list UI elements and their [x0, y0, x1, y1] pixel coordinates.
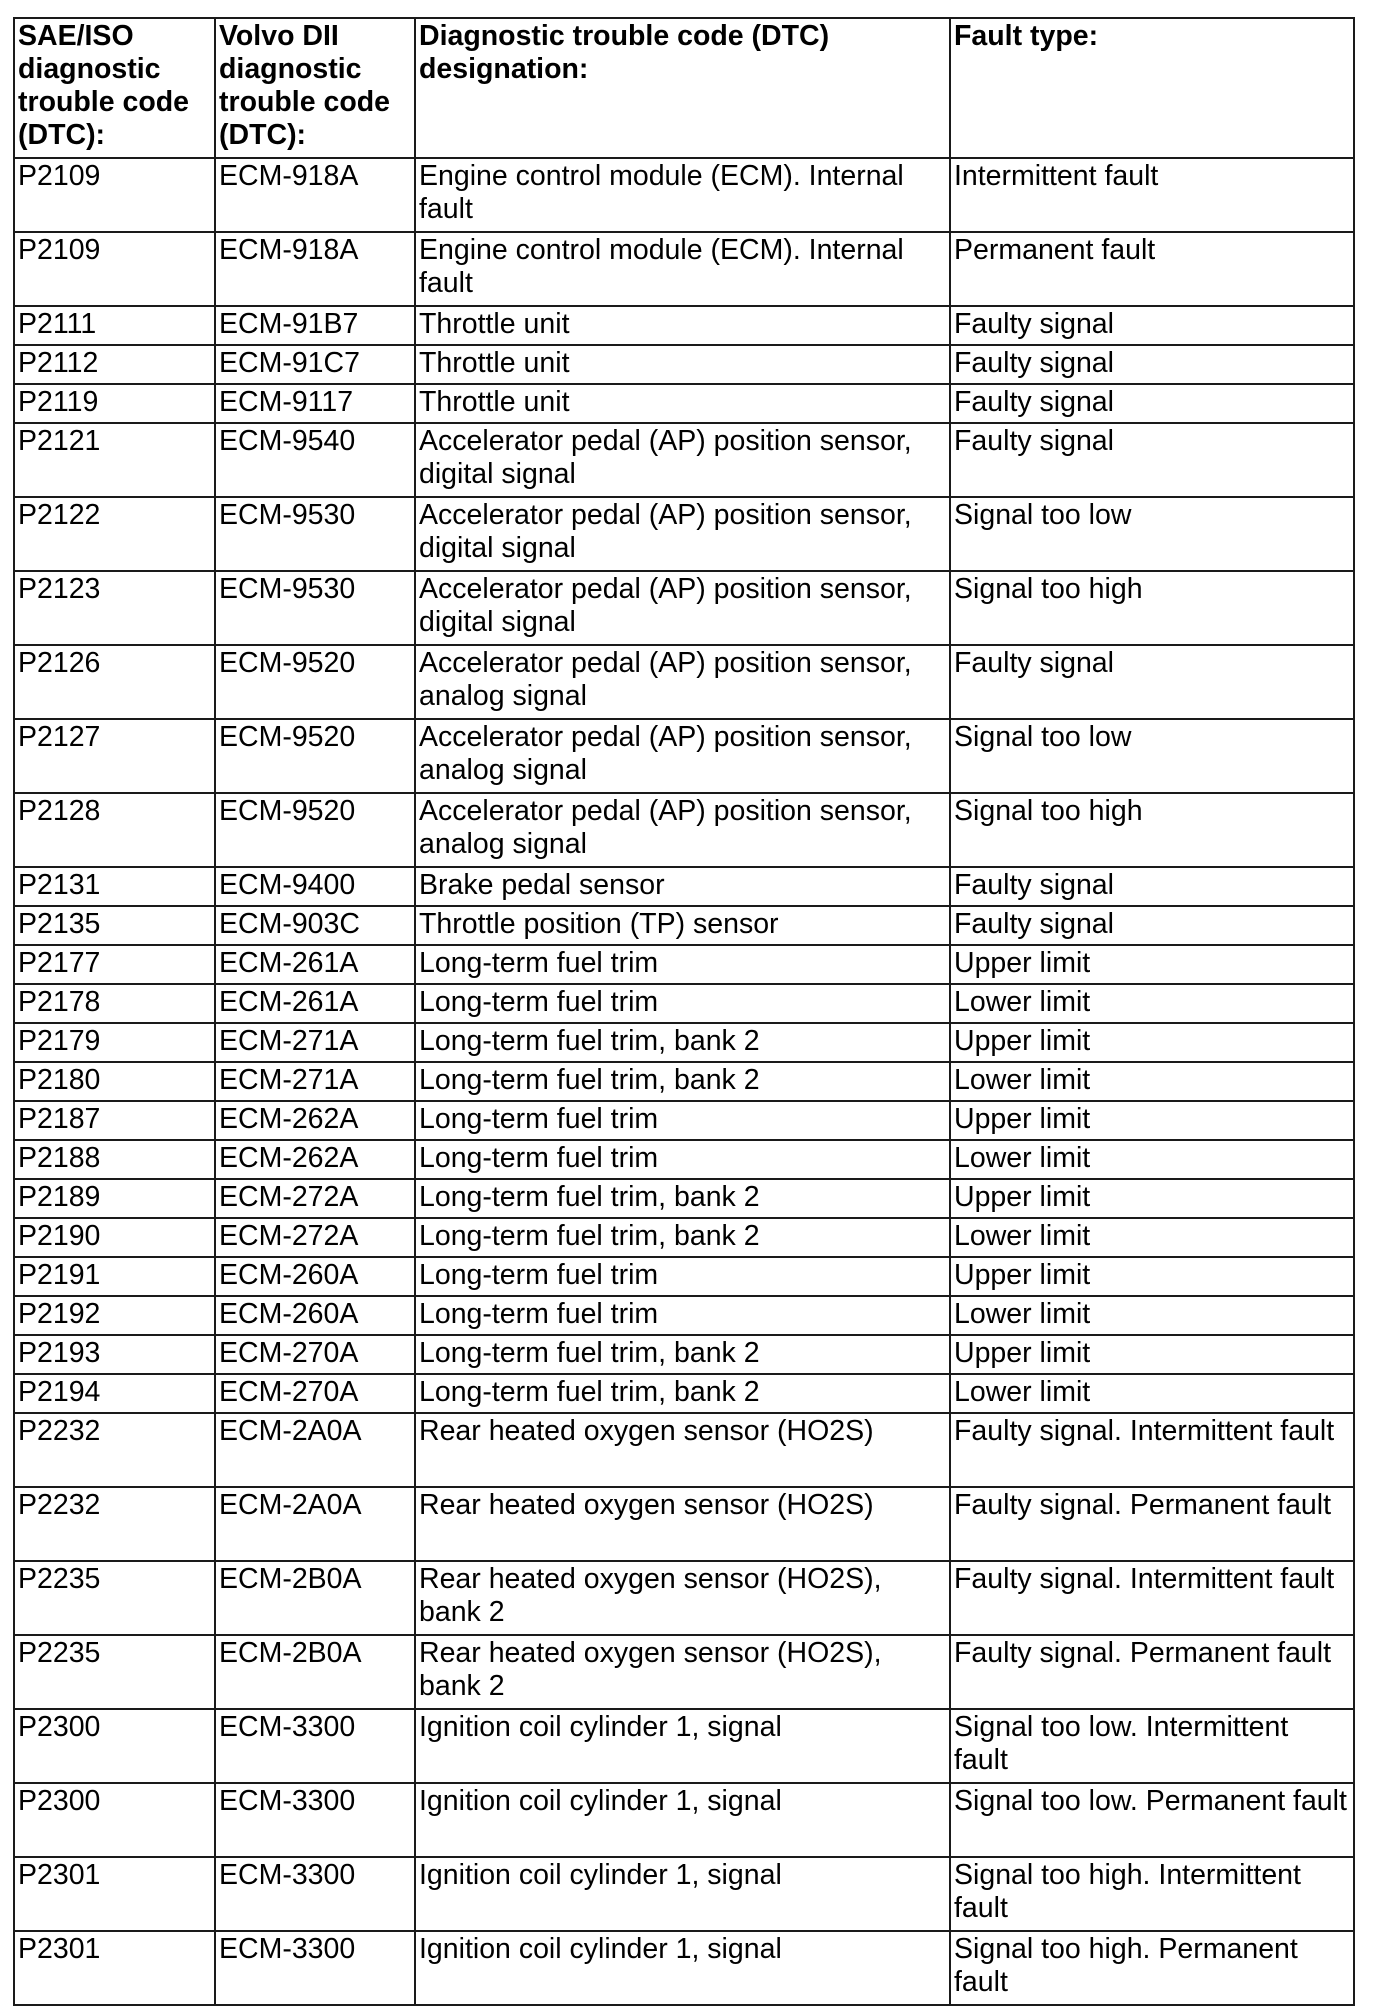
cell-fault-type: Faulty signal — [950, 384, 1354, 423]
table-body — [14, 158, 1354, 2005]
header-volvo-dii-dtc: Volvo DII diagnostic trouble code (DTC): — [215, 18, 415, 158]
table-row — [14, 1062, 1354, 1101]
cell-fault-type: Upper limit — [950, 1335, 1354, 1374]
cell-volvo-dii-code: ECM-91C7 — [215, 345, 415, 384]
cell-volvo-dii-code: ECM-3300 — [215, 1857, 415, 1931]
cell-sae-iso-code: P2191 — [14, 1257, 215, 1296]
cell-volvo-dii-code: ECM-9117 — [215, 384, 415, 423]
cell-fault-type: Upper limit — [950, 1257, 1354, 1296]
table-row — [14, 1296, 1354, 1335]
cell-designation: Accelerator pedal (AP) position sensor, analog signal — [415, 719, 950, 793]
cell-volvo-dii-code: ECM-2A0A — [215, 1413, 415, 1487]
table-row — [14, 867, 1354, 906]
cell-designation: Ignition coil cylinder 1, signal — [415, 1931, 950, 2005]
table-row — [14, 384, 1354, 423]
cell-designation: Rear heated oxygen sensor (HO2S), bank 2 — [415, 1635, 950, 1709]
cell-fault-type: Faulty signal — [950, 423, 1354, 497]
cell-sae-iso-code: P2192 — [14, 1296, 215, 1335]
table-row — [14, 906, 1354, 945]
table-row — [14, 1487, 1354, 1561]
cell-volvo-dii-code: ECM-271A — [215, 1062, 415, 1101]
cell-fault-type: Signal too low. Intermittent fault — [950, 1709, 1354, 1783]
table-row — [14, 423, 1354, 497]
cell-designation: Long-term fuel trim, bank 2 — [415, 1023, 950, 1062]
cell-sae-iso-code: P2122 — [14, 497, 215, 571]
cell-sae-iso-code: P2300 — [14, 1783, 215, 1857]
cell-sae-iso-code: P2180 — [14, 1062, 215, 1101]
cell-fault-type: Lower limit — [950, 1374, 1354, 1413]
cell-volvo-dii-code: ECM-2A0A — [215, 1487, 415, 1561]
cell-sae-iso-code: P2300 — [14, 1709, 215, 1783]
cell-sae-iso-code: P2111 — [14, 306, 215, 345]
table-row — [14, 1561, 1354, 1635]
cell-fault-type: Lower limit — [950, 1218, 1354, 1257]
cell-volvo-dii-code: ECM-918A — [215, 232, 415, 306]
cell-fault-type: Signal too low. Permanent fault — [950, 1783, 1354, 1857]
dtc-table — [13, 17, 1355, 2006]
cell-fault-type: Upper limit — [950, 945, 1354, 984]
cell-sae-iso-code: P2301 — [14, 1857, 215, 1931]
cell-designation: Accelerator pedal (AP) position sensor, digital signal — [415, 571, 950, 645]
cell-designation: Engine control module (ECM). Internal fault — [415, 158, 950, 232]
cell-volvo-dii-code: ECM-9530 — [215, 571, 415, 645]
cell-designation: Long-term fuel trim, bank 2 — [415, 1335, 950, 1374]
cell-designation: Long-term fuel trim, bank 2 — [415, 1218, 950, 1257]
cell-fault-type: Faulty signal — [950, 906, 1354, 945]
cell-fault-type: Faulty signal — [950, 306, 1354, 345]
cell-designation: Rear heated oxygen sensor (HO2S) — [415, 1487, 950, 1561]
cell-designation: Ignition coil cylinder 1, signal — [415, 1709, 950, 1783]
cell-sae-iso-code: P2112 — [14, 345, 215, 384]
table-row — [14, 719, 1354, 793]
cell-designation: Long-term fuel trim — [415, 1257, 950, 1296]
cell-sae-iso-code: P2135 — [14, 906, 215, 945]
cell-fault-type: Signal too high. Permanent fault — [950, 1931, 1354, 2005]
table-row — [14, 645, 1354, 719]
cell-fault-type: Signal too high — [950, 571, 1354, 645]
cell-sae-iso-code: P2194 — [14, 1374, 215, 1413]
cell-volvo-dii-code: ECM-260A — [215, 1257, 415, 1296]
header-row — [14, 18, 1354, 158]
cell-designation: Brake pedal sensor — [415, 867, 950, 906]
table-row — [14, 497, 1354, 571]
cell-fault-type: Permanent fault — [950, 232, 1354, 306]
cell-volvo-dii-code: ECM-271A — [215, 1023, 415, 1062]
cell-volvo-dii-code: ECM-272A — [215, 1218, 415, 1257]
cell-volvo-dii-code: ECM-9540 — [215, 423, 415, 497]
table-row — [14, 1335, 1354, 1374]
cell-fault-type: Signal too high — [950, 793, 1354, 867]
header-fault-type: Fault type: — [950, 18, 1354, 158]
cell-sae-iso-code: P2131 — [14, 867, 215, 906]
table-row — [14, 1140, 1354, 1179]
cell-volvo-dii-code: ECM-91B7 — [215, 306, 415, 345]
cell-designation: Ignition coil cylinder 1, signal — [415, 1857, 950, 1931]
header-dtc-designation: Diagnostic trouble code (DTC) designation: — [415, 18, 950, 158]
cell-fault-type: Upper limit — [950, 1101, 1354, 1140]
cell-volvo-dii-code: ECM-260A — [215, 1296, 415, 1335]
table-row — [14, 1023, 1354, 1062]
cell-designation: Throttle unit — [415, 345, 950, 384]
cell-volvo-dii-code: ECM-270A — [215, 1335, 415, 1374]
cell-volvo-dii-code: ECM-261A — [215, 984, 415, 1023]
cell-sae-iso-code: P2235 — [14, 1561, 215, 1635]
cell-volvo-dii-code: ECM-918A — [215, 158, 415, 232]
cell-designation: Rear heated oxygen sensor (HO2S) — [415, 1413, 950, 1487]
cell-sae-iso-code: P2126 — [14, 645, 215, 719]
cell-volvo-dii-code: ECM-903C — [215, 906, 415, 945]
cell-volvo-dii-code: ECM-9400 — [215, 867, 415, 906]
table-row — [14, 1413, 1354, 1487]
cell-fault-type: Faulty signal. Permanent fault — [950, 1635, 1354, 1709]
cell-sae-iso-code: P2109 — [14, 158, 215, 232]
cell-fault-type: Signal too high. Intermittent fault — [950, 1857, 1354, 1931]
cell-designation: Rear heated oxygen sensor (HO2S), bank 2 — [415, 1561, 950, 1635]
cell-sae-iso-code: P2235 — [14, 1635, 215, 1709]
cell-volvo-dii-code: ECM-3300 — [215, 1931, 415, 2005]
cell-volvo-dii-code: ECM-262A — [215, 1140, 415, 1179]
cell-sae-iso-code: P2127 — [14, 719, 215, 793]
cell-fault-type: Lower limit — [950, 1140, 1354, 1179]
cell-fault-type: Upper limit — [950, 1023, 1354, 1062]
cell-designation: Long-term fuel trim — [415, 945, 950, 984]
cell-fault-type: Lower limit — [950, 1062, 1354, 1101]
cell-volvo-dii-code: ECM-262A — [215, 1101, 415, 1140]
cell-designation: Long-term fuel trim — [415, 984, 950, 1023]
table-header — [14, 18, 1354, 158]
header-sae-iso-dtc: SAE/ISO diagnostic trouble code (DTC): — [14, 18, 215, 158]
cell-fault-type: Faulty signal. Permanent fault — [950, 1487, 1354, 1561]
cell-sae-iso-code: P2109 — [14, 232, 215, 306]
table-row — [14, 793, 1354, 867]
cell-sae-iso-code: P2179 — [14, 1023, 215, 1062]
table-row — [14, 1179, 1354, 1218]
cell-volvo-dii-code: ECM-272A — [215, 1179, 415, 1218]
table-row — [14, 158, 1354, 232]
cell-volvo-dii-code: ECM-9520 — [215, 719, 415, 793]
table-row — [14, 306, 1354, 345]
cell-sae-iso-code: P2177 — [14, 945, 215, 984]
table-row — [14, 1257, 1354, 1296]
cell-volvo-dii-code: ECM-270A — [215, 1374, 415, 1413]
cell-sae-iso-code: P2123 — [14, 571, 215, 645]
table-row — [14, 1374, 1354, 1413]
cell-designation: Long-term fuel trim — [415, 1101, 950, 1140]
cell-fault-type: Faulty signal. Intermittent fault — [950, 1413, 1354, 1487]
cell-fault-type: Faulty signal — [950, 645, 1354, 719]
cell-fault-type: Signal too low — [950, 719, 1354, 793]
cell-designation: Ignition coil cylinder 1, signal — [415, 1783, 950, 1857]
cell-fault-type: Intermittent fault — [950, 158, 1354, 232]
cell-sae-iso-code: P2188 — [14, 1140, 215, 1179]
cell-designation: Long-term fuel trim — [415, 1140, 950, 1179]
cell-sae-iso-code: P2190 — [14, 1218, 215, 1257]
cell-designation: Accelerator pedal (AP) position sensor, analog signal — [415, 793, 950, 867]
cell-designation: Accelerator pedal (AP) position sensor, digital signal — [415, 497, 950, 571]
cell-sae-iso-code: P2121 — [14, 423, 215, 497]
table-row — [14, 1218, 1354, 1257]
table-row — [14, 1857, 1354, 1931]
table-row — [14, 232, 1354, 306]
cell-sae-iso-code: P2193 — [14, 1335, 215, 1374]
table-row — [14, 345, 1354, 384]
cell-volvo-dii-code: ECM-261A — [215, 945, 415, 984]
table-row — [14, 945, 1354, 984]
cell-volvo-dii-code: ECM-9520 — [215, 793, 415, 867]
cell-designation: Throttle position (TP) sensor — [415, 906, 950, 945]
cell-fault-type: Faulty signal — [950, 867, 1354, 906]
table-row — [14, 1709, 1354, 1783]
table-row — [14, 1931, 1354, 2005]
table-row — [14, 1635, 1354, 1709]
cell-designation: Long-term fuel trim, bank 2 — [415, 1179, 950, 1218]
cell-volvo-dii-code: ECM-9530 — [215, 497, 415, 571]
cell-fault-type: Lower limit — [950, 1296, 1354, 1335]
cell-designation: Throttle unit — [415, 306, 950, 345]
cell-fault-type: Upper limit — [950, 1179, 1354, 1218]
cell-designation: Throttle unit — [415, 384, 950, 423]
cell-volvo-dii-code: ECM-3300 — [215, 1783, 415, 1857]
cell-designation: Long-term fuel trim — [415, 1296, 950, 1335]
cell-volvo-dii-code: ECM-9520 — [215, 645, 415, 719]
cell-designation: Accelerator pedal (AP) position sensor, analog signal — [415, 645, 950, 719]
table-row — [14, 1101, 1354, 1140]
table-row — [14, 984, 1354, 1023]
cell-volvo-dii-code: ECM-3300 — [215, 1709, 415, 1783]
cell-fault-type: Lower limit — [950, 984, 1354, 1023]
table-row — [14, 571, 1354, 645]
cell-sae-iso-code: P2128 — [14, 793, 215, 867]
cell-sae-iso-code: P2189 — [14, 1179, 215, 1218]
cell-volvo-dii-code: ECM-2B0A — [215, 1635, 415, 1709]
cell-sae-iso-code: P2232 — [14, 1413, 215, 1487]
cell-sae-iso-code: P2119 — [14, 384, 215, 423]
cell-fault-type: Faulty signal — [950, 345, 1354, 384]
cell-sae-iso-code: P2178 — [14, 984, 215, 1023]
cell-designation: Long-term fuel trim, bank 2 — [415, 1062, 950, 1101]
cell-designation: Accelerator pedal (AP) position sensor, digital signal — [415, 423, 950, 497]
cell-sae-iso-code: P2301 — [14, 1931, 215, 2005]
cell-designation: Long-term fuel trim, bank 2 — [415, 1374, 950, 1413]
cell-designation: Engine control module (ECM). Internal fault — [415, 232, 950, 306]
cell-fault-type: Signal too low — [950, 497, 1354, 571]
cell-sae-iso-code: P2187 — [14, 1101, 215, 1140]
cell-sae-iso-code: P2232 — [14, 1487, 215, 1561]
cell-fault-type: Faulty signal. Intermittent fault — [950, 1561, 1354, 1635]
table-row — [14, 1783, 1354, 1857]
cell-volvo-dii-code: ECM-2B0A — [215, 1561, 415, 1635]
